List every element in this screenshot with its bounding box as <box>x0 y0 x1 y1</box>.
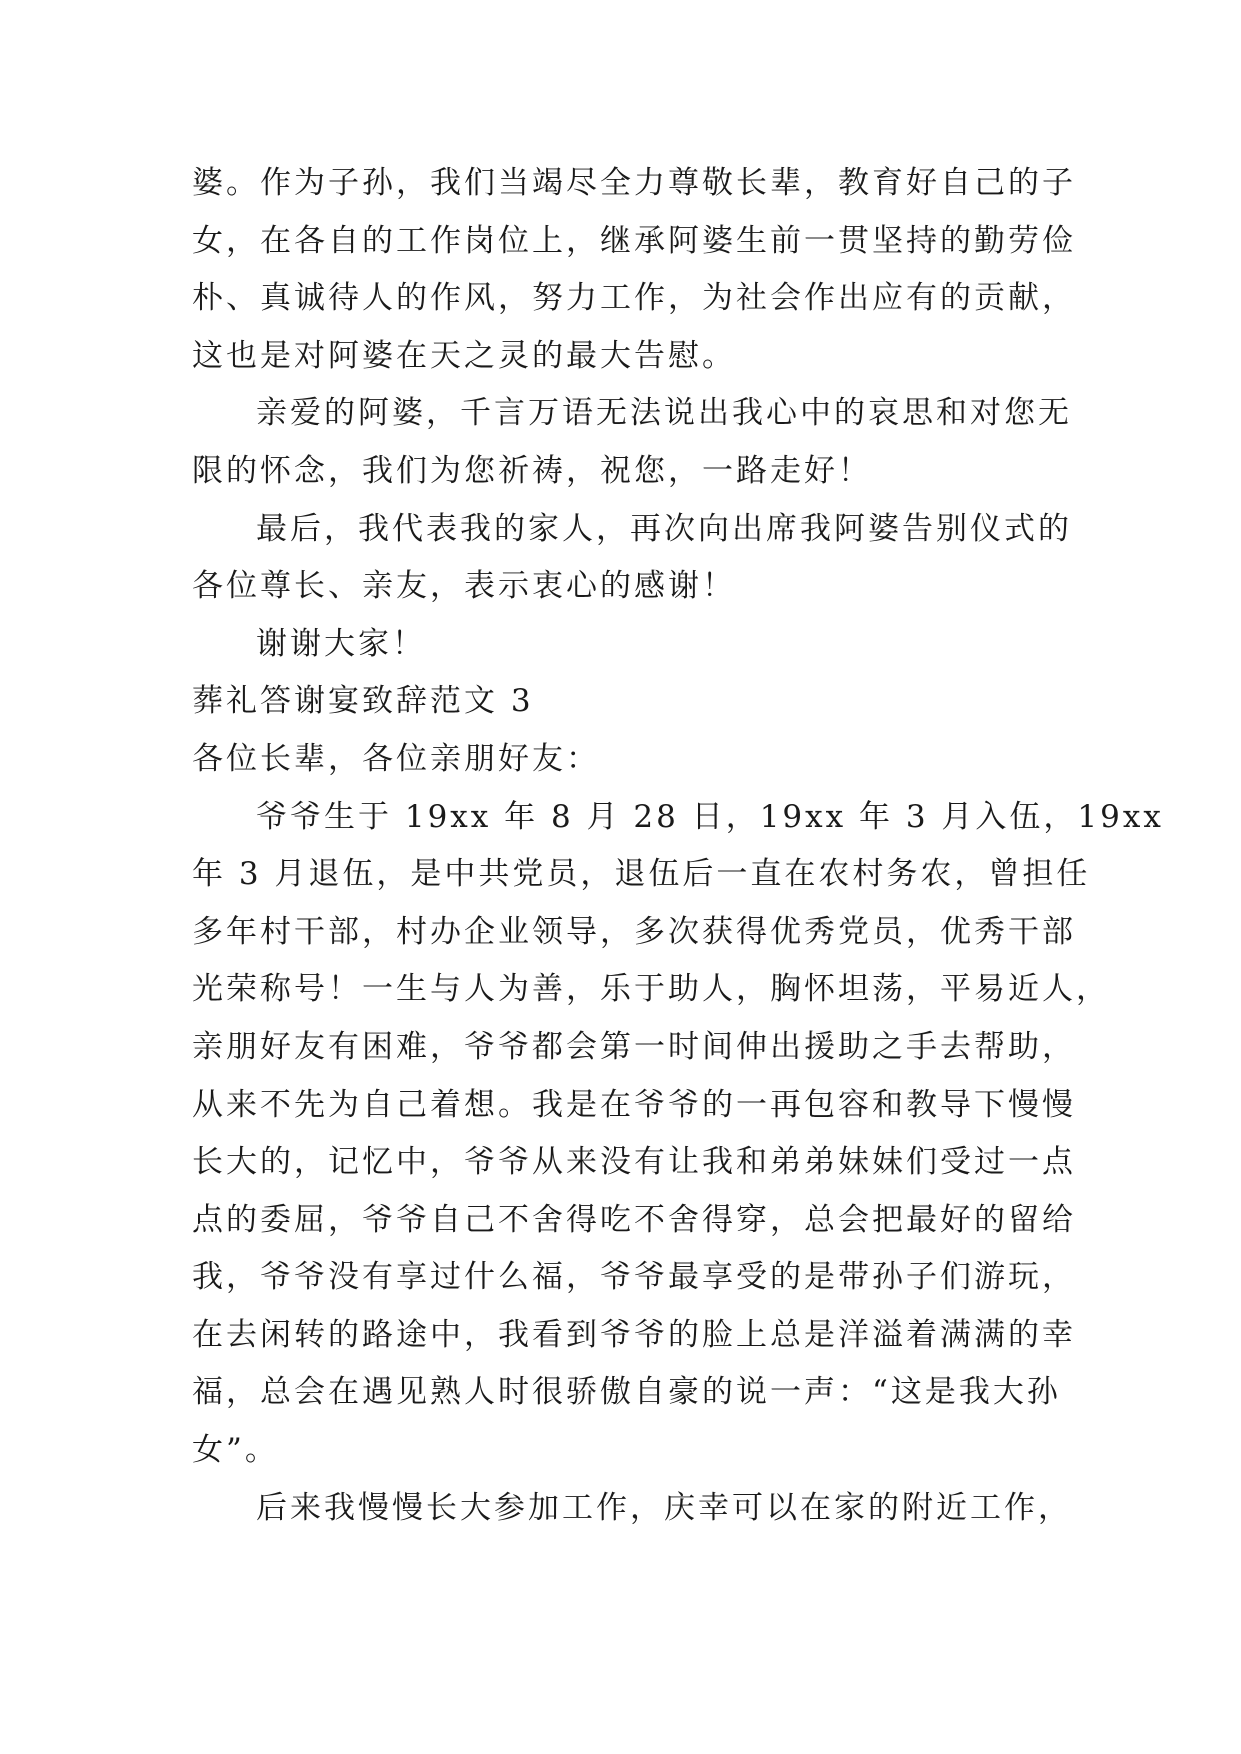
text-line: 限的怀念，我们为您祈祷，祝您，一路走好！ <box>192 452 872 489</box>
closing-thanks-line: 谢谢大家！ <box>256 625 426 662</box>
paragraph-start-line: 最后，我代表我的家人，再次向出席我阿婆告别仪式的 <box>256 510 1072 547</box>
paragraph-start-line: 爷爷生于 19xx 年 8 月 28 日，19xx 年 3 月入伍，19xx <box>256 798 1164 835</box>
text-line: 年 3 月退伍，是中共党员，退伍后一直在农村务农，曾担任 <box>192 856 1091 893</box>
text-line: 光荣称号！一生与人为善，乐于助人，胸怀坦荡，平易近人， <box>192 971 1110 1008</box>
text-line: 在去闲转的路途中，我看到爷爷的脸上总是洋溢着满满的幸 <box>192 1316 1076 1353</box>
document-body <box>192 155 1164 1537</box>
text-line: 多年村干部，村办企业领导，多次获得优秀党员，优秀干部 <box>192 913 1076 950</box>
text-line: 女，在各自的工作岗位上，继承阿婆生前一贯坚持的勤劳俭 <box>192 222 1076 259</box>
text-line: 朴、真诚待人的作风，努力工作，为社会作出应有的贡献， <box>192 280 1076 317</box>
text-line: 从来不先为自己着想。我是在爷爷的一再包容和教导下慢慢 <box>192 1086 1076 1123</box>
text-line: 我，爷爷没有享过什么福，爷爷最享受的是带孙子们游玩， <box>192 1259 1076 1296</box>
text-line: 福，总会在遇见熟人时很骄傲自豪的说一声：“这是我大孙 <box>192 1374 1061 1411</box>
text-line: 女”。 <box>192 1432 279 1469</box>
paragraph-start-line: 亲爱的阿婆，千言万语无法说出我心中的哀思和对您无 <box>256 395 1072 432</box>
text-line: 婆。作为子孙，我们当竭尽全力尊敬长辈，教育好自己的子 <box>192 165 1076 201</box>
paragraph-start-line: 后来我慢慢长大参加工作，庆幸可以在家的附近工作， <box>256 1489 1072 1526</box>
text-line: 亲朋好友有困难，爷爷都会第一时间伸出援助之手去帮助， <box>192 1028 1076 1065</box>
text-line: 长大的，记忆中，爷爷从来没有让我和弟弟妹妹们受过一点 <box>192 1144 1076 1181</box>
salutation-line: 各位长辈，各位亲朋好友： <box>192 740 600 777</box>
text-line: 各位尊长、亲友，表示衷心的感谢！ <box>192 568 736 605</box>
text-line: 点的委屈，爷爷自己不舍得吃不舍得穿，总会把最好的留给 <box>192 1201 1076 1238</box>
section-heading: 葬礼答谢宴致辞范文 3 <box>192 683 534 720</box>
text-line: 这也是对阿婆在天之灵的最大告慰。 <box>192 337 736 374</box>
